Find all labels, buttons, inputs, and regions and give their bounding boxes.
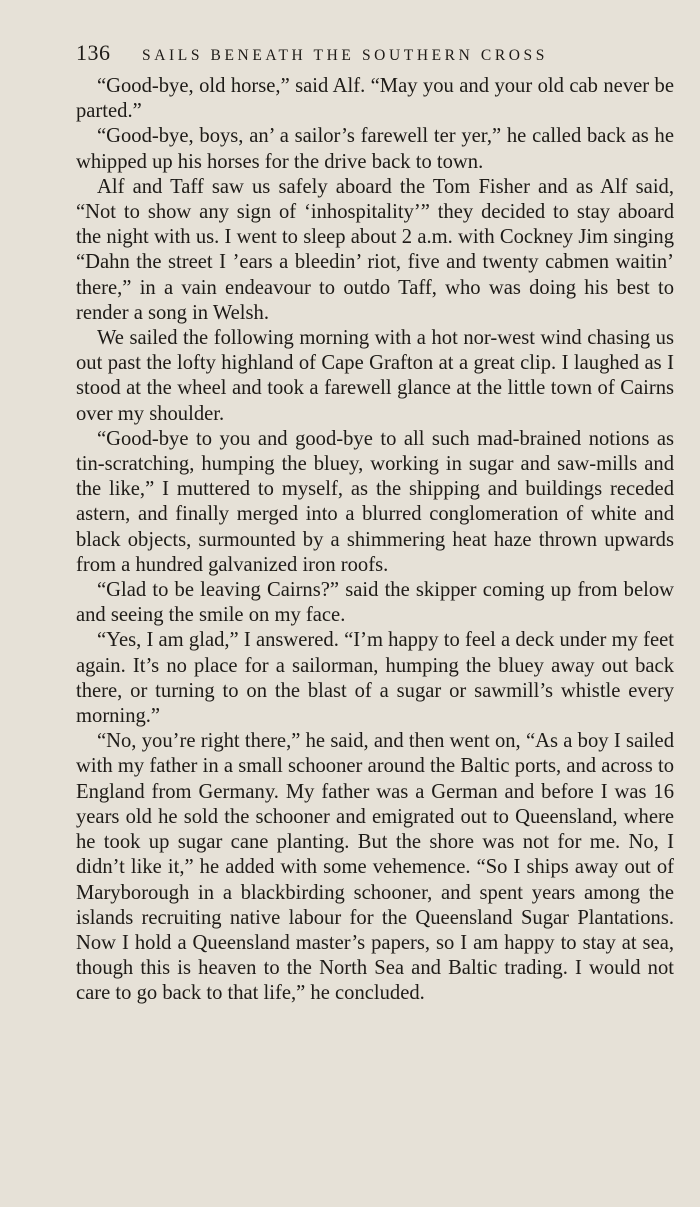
running-head [76, 40, 674, 72]
paragraph-8: “No, you’re right there,” he said, and then went on, “As a boy I sailed with my father in a small schooner around the Baltic ports, and across to England from Germany. My father was a German and before I was 16 years old he sold the schooner and emigrated out to Queensland, where he took up sugar cane planting. But the shore was not for me. No, I didn’t like it,” he added with some vehemence. “So I ships away out of Maryborough in a blackbirding schooner, and spent years among the islands recruiting native labour for the Queensland Sugar Plantations. Now I hold a Queensland master’s papers, so I am happy to stay at sea, though this is heaven to the North Sea and Baltic trading. I would not care to go back to that life,” he concluded. [76, 730, 674, 1005]
paragraph-3: Alf and Taff saw us safely aboard the Tom Fisher and as Alf said, “Not to show any sign of ‘inhospitality’” they decided to stay aboard the night with us. I went to sleep about 2 a.m. with Cockney Jim singing “Dahn the street I ’ears a bleedin’ riot, five and twenty cabmen waitin’ there,” in a vain endeavour to outdo Taff, who was doing his best to render a song in Welsh. [76, 175, 674, 324]
paragraph-1: “Good-bye, old horse,” said Alf. “May you and your old cab never be parted.” [76, 75, 674, 123]
book-page [76, 40, 674, 1007]
paragraph-2: “Good-bye, boys, an’ a sailor’s farewell ter yer,” he called back as he whipped up his horses for the drive back to town. [76, 125, 674, 173]
paragraph-4: We sailed the following morning with a hot nor-west wind chasing us out past the lofty highland of Cape Grafton at a great clip. I laughed as I stood at the wheel and took a farewell glance at the little town of Cairns over my shoulder. [76, 327, 674, 425]
body-text [76, 74, 674, 1007]
running-title: SAILS BENEATH THE SOUTHERN CROSS [142, 47, 548, 64]
page-number: 136 [76, 40, 111, 65]
paragraph-5: “Good-bye to you and good-bye to all such mad-brained notions as tin-scratching, humping the bluey, working in sugar and saw-mills and the like,” I muttered to myself, as the shipping and buildings receded astern, and finally merged into a blurred conglomeration of white and black objects, surmounted by a shimmering heat haze thrown upwards from a hundred galvanized iron roofs. [76, 427, 674, 576]
paragraph-7: “Yes, I am glad,” I answered. “I’m happy to feel a deck under my feet again. It’s no place for a sailorman, humping the bluey away out back there, or turning to on the blast of a sugar or sawmill’s whistle every morning.” [76, 629, 674, 728]
paragraph-6: “Glad to be leaving Cairns?” said the skipper coming up from below and seeing the smile on my face. [76, 579, 674, 627]
